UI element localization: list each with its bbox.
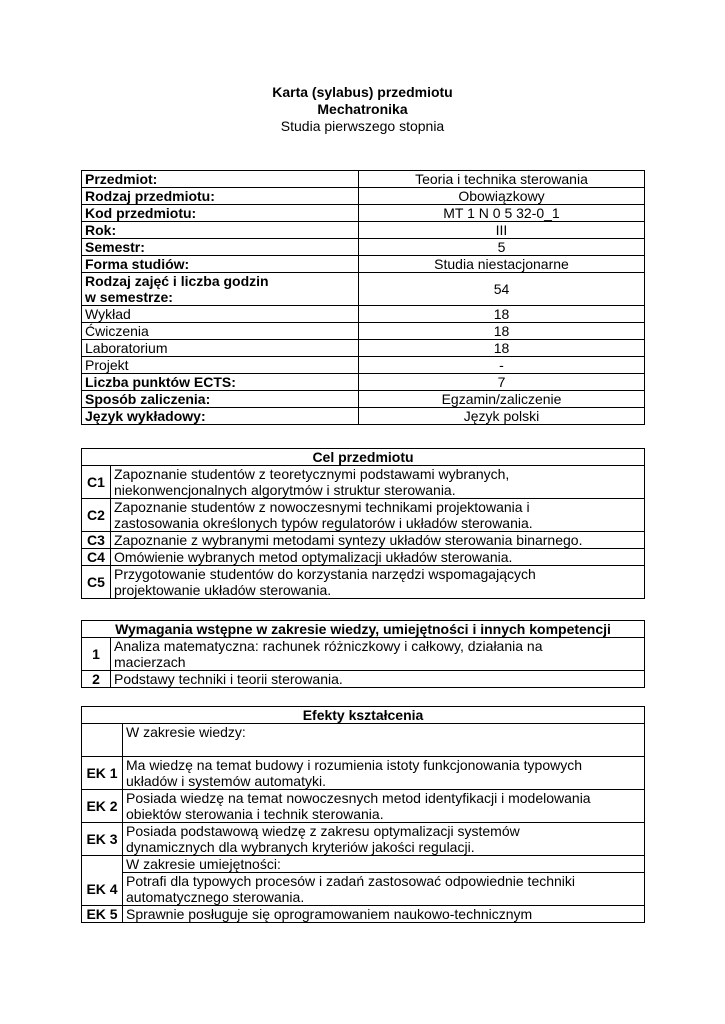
value-semestr: 5 xyxy=(359,239,645,256)
study-level: Studia pierwszego stopnia xyxy=(280,118,445,134)
table-row xyxy=(82,256,645,273)
table-row xyxy=(82,724,645,757)
objective-line: niekonwencjonalnych algorytmów i struktur sterowania. xyxy=(114,482,456,498)
table-row xyxy=(82,340,645,357)
label-godziny xyxy=(82,273,359,306)
outcome-text xyxy=(123,823,645,856)
label-semestr: Semestr: xyxy=(82,239,359,256)
outcome-text xyxy=(123,757,645,790)
prerequisites-title: Wymagania wstępne w zakresie wiedzy, umiejętności i innych kompetencji xyxy=(82,621,645,638)
table-row xyxy=(82,873,645,906)
objective-text: Zapoznanie z wybranymi metodami syntezy układów sterowania binarnego. xyxy=(111,532,645,549)
label-zaliczenie: Sposób zaliczenia: xyxy=(82,391,359,408)
outcome-line: Posiada podstawową wiedzę z zakresu optymalizacji systemów xyxy=(126,823,520,839)
table-row xyxy=(82,549,645,566)
label-rok: Rok: xyxy=(82,222,359,239)
objectives-title: Cel przedmiotu xyxy=(82,449,645,466)
outcome-text: Sprawnie posługuje się oprogramowaniem naukowo-technicznym xyxy=(123,906,645,923)
label-przedmiot: Przedmiot: xyxy=(82,171,359,188)
value-godziny: 54 xyxy=(359,273,645,306)
outcome-line: automatycznego sterowania. xyxy=(126,889,305,905)
value-laboratorium: 18 xyxy=(359,340,645,357)
table-row xyxy=(82,790,645,823)
course-info-table xyxy=(81,170,645,425)
value-forma: Studia niestacjonarne xyxy=(359,256,645,273)
table-row xyxy=(82,222,645,239)
table-row xyxy=(82,374,645,391)
value-kod: MT 1 N 0 5 32-0_1 xyxy=(359,205,645,222)
outcome-code: EK 5 xyxy=(82,906,123,923)
label-wyklad: Wykład xyxy=(82,306,359,323)
outcome-code-empty xyxy=(82,724,123,757)
section-knowledge-label: W zakresie wiedzy: xyxy=(123,724,645,757)
label-ects: Liczba punktów ECTS: xyxy=(82,374,359,391)
table-row xyxy=(82,823,645,856)
label-godziny-line1: Rodzaj zajęć i liczba godzin xyxy=(85,273,269,289)
objectives-table xyxy=(81,448,645,599)
label-forma: Forma studiów: xyxy=(82,256,359,273)
table-row xyxy=(82,856,645,873)
outcome-code: EK 2 xyxy=(82,790,123,823)
table-row xyxy=(82,323,645,340)
label-rodzaj: Rodzaj przedmiotu: xyxy=(82,188,359,205)
table-row xyxy=(82,273,645,306)
outcome-code: EK 3 xyxy=(82,823,123,856)
prerequisite-line: macierzach xyxy=(114,654,186,670)
objective-text xyxy=(111,466,645,499)
table-row xyxy=(82,906,645,923)
table-row xyxy=(82,408,645,425)
outcome-line: Potrafi dla typowych procesów i zadań zastosować odpowiednie techniki xyxy=(126,873,576,889)
table-header-row xyxy=(82,707,645,724)
outcome-line: obiektów sterowania i technik sterowania. xyxy=(126,806,384,822)
objective-line: zastosowania określonych typów regulatorów i układów sterowania. xyxy=(114,515,533,531)
table-row xyxy=(82,306,645,323)
prerequisite-text: Podstawy techniki i teorii sterowania. xyxy=(111,671,645,688)
table-row xyxy=(82,188,645,205)
document-title: Karta (sylabus) przedmiotu xyxy=(272,84,453,100)
outcome-code: EK 1 xyxy=(82,757,123,790)
prerequisites-table xyxy=(81,620,645,688)
outcomes-title: Efekty kształcenia xyxy=(82,707,645,724)
value-rodzaj: Obowiązkowy xyxy=(359,188,645,205)
objective-text xyxy=(111,566,645,599)
document-header xyxy=(0,84,725,135)
objective-text xyxy=(111,499,645,532)
prerequisite-line: Analiza matematyczna: rachunek różniczkowy i całkowy, działania na xyxy=(114,638,543,654)
table-row xyxy=(82,566,645,599)
outcome-text xyxy=(123,873,645,906)
outcome-line: Posiada wiedzę na temat nowoczesnych metod identyfikacji i modelowania xyxy=(126,790,591,806)
table-row xyxy=(82,638,645,671)
outcome-text xyxy=(123,790,645,823)
table-row xyxy=(82,532,645,549)
table-row xyxy=(82,391,645,408)
objective-text: Omówienie wybranych metod optymalizacji układów sterowania. xyxy=(111,549,645,566)
objective-line: projektowanie układów sterowania. xyxy=(114,582,332,598)
objective-code: C2 xyxy=(82,499,111,532)
objective-code: C3 xyxy=(82,532,111,549)
value-wyklad: 18 xyxy=(359,306,645,323)
value-rok: III xyxy=(359,222,645,239)
learning-outcomes-table xyxy=(81,706,645,923)
label-cwiczenia: Ćwiczenia xyxy=(82,323,359,340)
objective-code: C5 xyxy=(82,566,111,599)
label-projekt: Projekt xyxy=(82,357,359,374)
table-row xyxy=(82,671,645,688)
outcome-line: Ma wiedzę na temat budowy i rozumienia istoty funkcjonowania typowych xyxy=(126,757,583,773)
table-row xyxy=(82,499,645,532)
objective-code: C4 xyxy=(82,549,111,566)
value-zaliczenie: Egzamin/zaliczenie xyxy=(359,391,645,408)
objective-line: Zapoznanie studentów z nowoczesnymi technikami projektowania i xyxy=(114,499,530,515)
outcome-code: EK 4 xyxy=(82,873,123,906)
value-cwiczenia: 18 xyxy=(359,323,645,340)
outcome-code-empty xyxy=(82,856,123,873)
value-jezyk: Język polski xyxy=(359,408,645,425)
program-name: Mechatronika xyxy=(317,101,408,117)
prerequisite-text xyxy=(111,638,645,671)
label-kod: Kod przedmiotu: xyxy=(82,205,359,222)
section-skills-label: W zakresie umiejętności: xyxy=(123,856,645,873)
outcome-line: dynamicznych dla wybranych kryteriów jakości regulacji. xyxy=(126,839,475,855)
objective-line: Zapoznanie studentów z teoretycznymi podstawami wybranych, xyxy=(114,466,510,482)
prerequisite-code: 2 xyxy=(82,671,111,688)
outcome-line: układów i systemów automatyki. xyxy=(126,773,326,789)
objective-line: Przygotowanie studentów do korzystania narzędzi wspomagających xyxy=(114,566,536,582)
value-projekt: - xyxy=(359,357,645,374)
table-header-row xyxy=(82,449,645,466)
label-godziny-line2: w semestrze: xyxy=(85,289,173,305)
table-row xyxy=(82,357,645,374)
table-row xyxy=(82,205,645,222)
table-header-row xyxy=(82,621,645,638)
value-ects: 7 xyxy=(359,374,645,391)
value-przedmiot: Teoria i technika sterowania xyxy=(359,171,645,188)
table-row xyxy=(82,466,645,499)
label-laboratorium: Laboratorium xyxy=(82,340,359,357)
table-row xyxy=(82,239,645,256)
table-row xyxy=(82,171,645,188)
table-row xyxy=(82,757,645,790)
label-jezyk: Język wykładowy: xyxy=(82,408,359,425)
prerequisite-code: 1 xyxy=(82,638,111,671)
objective-code: C1 xyxy=(82,466,111,499)
